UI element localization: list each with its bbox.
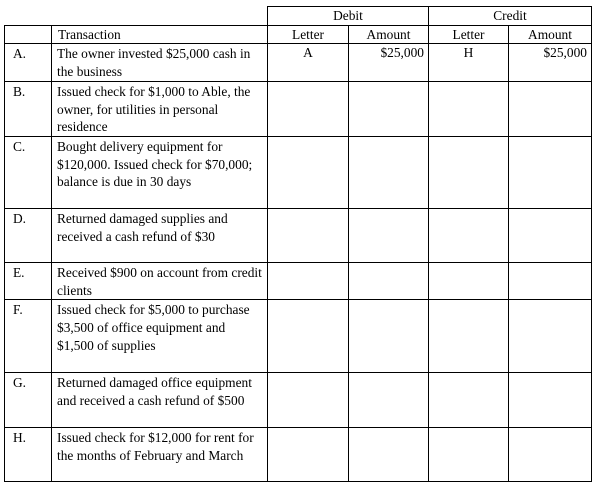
transaction-description: Issued check for $1,000 to Able, the owner, for utilities in personal residence [52,81,268,136]
credit-letter-header: Letter [429,25,509,44]
debit-letter-cell[interactable] [268,300,349,373]
row-letter: G. [5,373,52,428]
row-letter: E. [5,262,52,299]
credit-header: Credit [429,7,592,26]
credit-amount-header: Amount [509,25,592,44]
debit-header: Debit [268,7,429,26]
transaction-description: Returned damaged office equipment and received a cash refund of $500 [52,373,268,428]
credit-letter-cell[interactable] [429,428,509,482]
transaction-row [5,81,592,136]
debit-amount-cell[interactable] [349,373,429,428]
transaction-row [5,136,592,208]
debit-letter-cell[interactable]: A [268,44,349,81]
credit-amount-cell[interactable] [509,373,592,428]
transactions-table [4,6,592,482]
credit-amount-cell[interactable] [509,208,592,262]
row-letter: D. [5,208,52,262]
transaction-row [5,262,592,299]
debit-amount-cell[interactable] [349,300,429,373]
transaction-description: Bought delivery equipment for $120,000. Issued check for $70,000; balance is due in 30 days [52,136,268,208]
credit-amount-cell[interactable] [509,428,592,482]
group-header-row [5,7,592,26]
credit-letter-cell[interactable]: H [429,44,509,81]
credit-amount-cell[interactable] [509,300,592,373]
row-letter: H. [5,428,52,482]
debit-amount-cell[interactable] [349,81,429,136]
transaction-description: The owner invested $25,000 cash in the business [52,44,268,81]
transaction-row [5,208,592,262]
transaction-description: Issued check for $5,000 to purchase $3,500 of office equipment and $1,500 of supplies [52,300,268,373]
row-letter: B. [5,81,52,136]
debit-amount-cell[interactable] [349,208,429,262]
transaction-row [5,44,592,81]
letter-column-header [5,25,52,44]
debit-amount-cell[interactable] [349,262,429,299]
transaction-description: Issued check for $12,000 for rent for the months of February and March [52,428,268,482]
transaction-description: Received $900 on account from credit clients [52,262,268,299]
transaction-header: Transaction [52,25,268,44]
credit-letter-cell[interactable] [429,208,509,262]
column-header-row [5,25,592,44]
credit-letter-cell[interactable] [429,300,509,373]
credit-letter-cell[interactable] [429,262,509,299]
transaction-row [5,373,592,428]
debit-letter-cell[interactable] [268,136,349,208]
debit-amount-cell[interactable] [349,136,429,208]
credit-letter-cell[interactable] [429,136,509,208]
debit-letter-cell[interactable] [268,208,349,262]
debit-letter-cell[interactable] [268,373,349,428]
debit-letter-cell[interactable] [268,81,349,136]
debit-amount-header: Amount [349,25,429,44]
credit-amount-cell[interactable] [509,81,592,136]
debit-letter-cell[interactable] [268,262,349,299]
row-letter: A. [5,44,52,81]
blank-header-cell [5,7,52,26]
credit-amount-cell[interactable] [509,262,592,299]
debit-letter-cell[interactable] [268,428,349,482]
debit-amount-cell[interactable]: $25,000 [349,44,429,81]
row-letter: F. [5,300,52,373]
credit-amount-cell[interactable]: $25,000 [509,44,592,81]
debit-letter-header: Letter [268,25,349,44]
transaction-row [5,300,592,373]
transaction-row [5,428,592,482]
blank-header-cell [52,7,268,26]
transaction-description: Returned damaged supplies and received a cash refund of $30 [52,208,268,262]
debit-amount-cell[interactable] [349,428,429,482]
credit-letter-cell[interactable] [429,373,509,428]
credit-amount-cell[interactable] [509,136,592,208]
row-letter: C. [5,136,52,208]
credit-letter-cell[interactable] [429,81,509,136]
